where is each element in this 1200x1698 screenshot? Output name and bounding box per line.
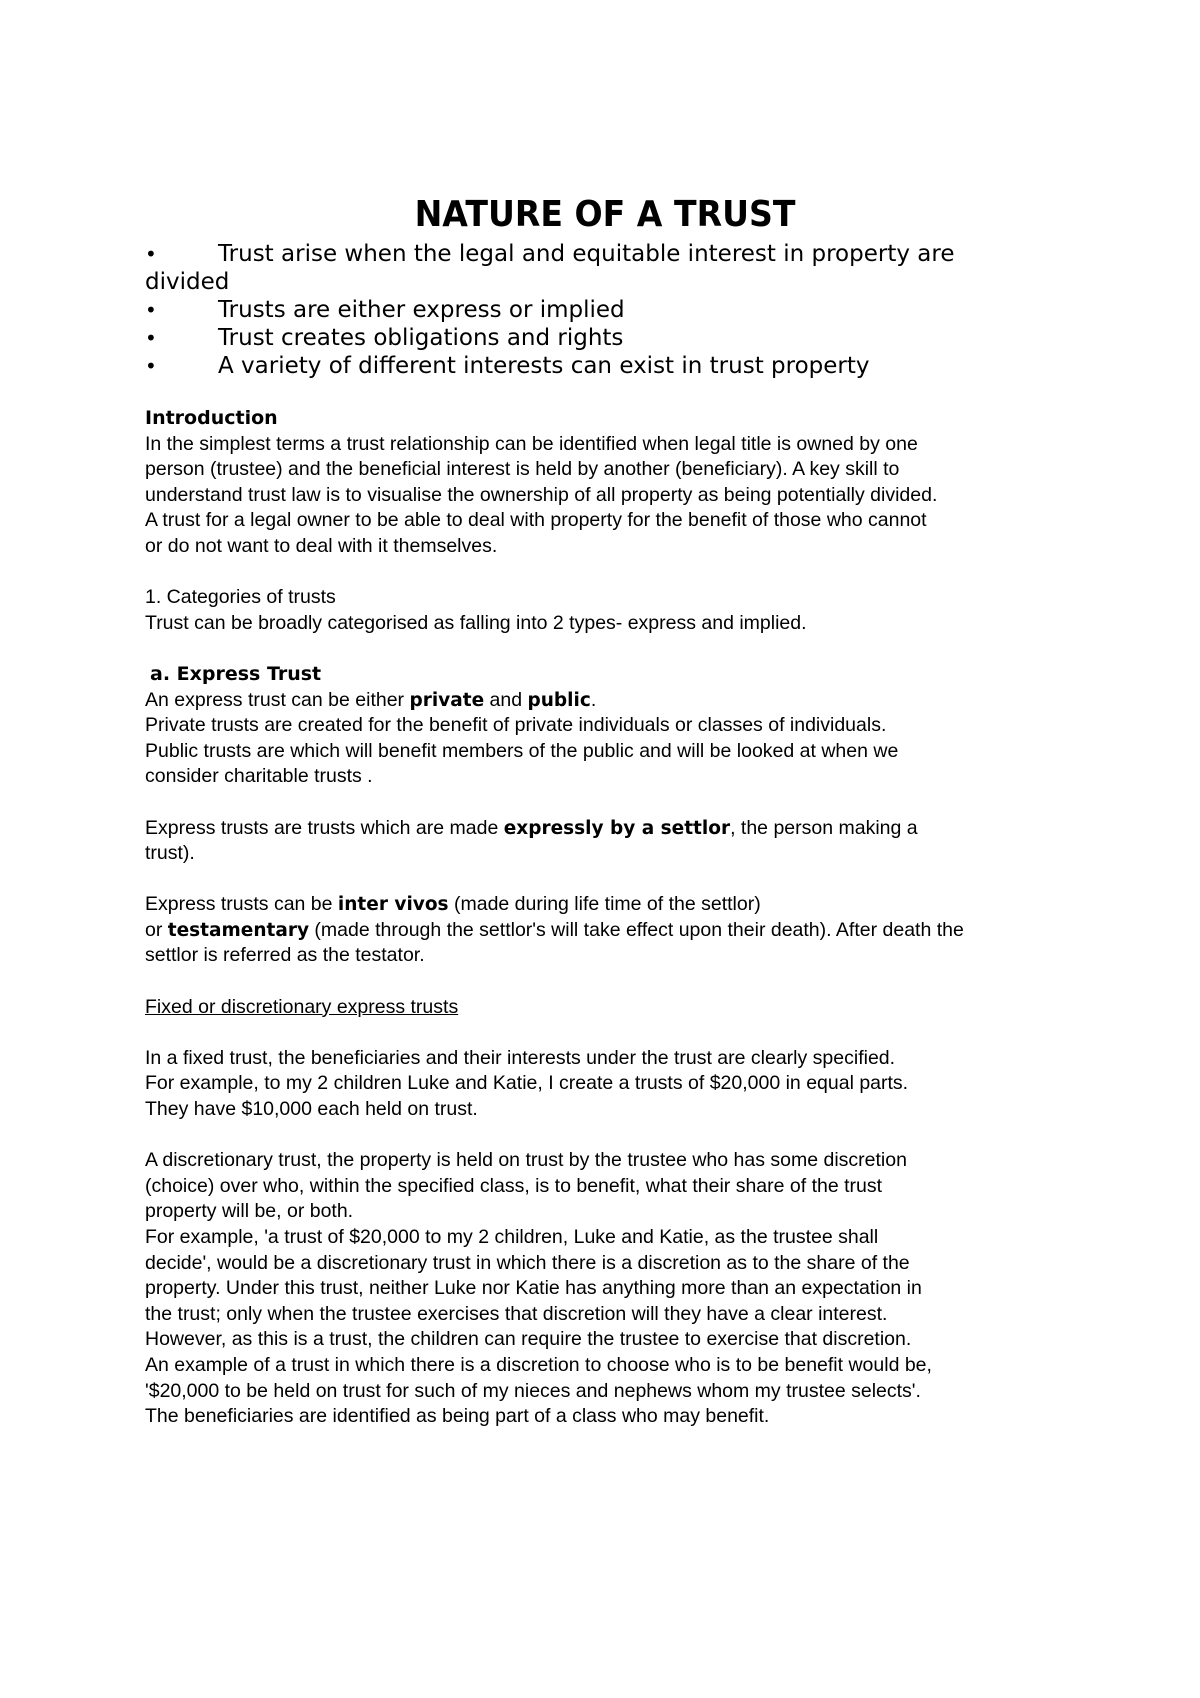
categories-text: Trust can be broadly categorised as falling into 2 types- express and implied. <box>145 611 807 634</box>
discretionary-trust-line: The beneficiaries are identified as being part of a class who may benefit. <box>145 1405 770 1428</box>
fixed-trust-line: For example, to my 2 children Luke and Katie, I create a trusts of $20,000 in equal parts. <box>145 1072 909 1095</box>
discretionary-trust-line: the trust; only when the trustee exercises that discretion will they have a clear interest. <box>145 1302 888 1325</box>
bullet-text: Trust creates obligations and rights <box>218 325 624 351</box>
document-page <box>145 192 1065 1430</box>
fixed-discretionary-heading: Fixed or discretionary express trusts <box>145 995 459 1018</box>
express-trust-line: Private trusts are created for the benefit of private individuals or classes of individuals. <box>145 714 887 737</box>
introduction-heading: Introduction <box>145 407 278 429</box>
discretionary-trust-line: decide', would be a discretionary trust in which there is a discretion as to the share of the <box>145 1251 910 1274</box>
summary-bullet-list <box>145 240 1065 380</box>
express-trust-paragraph: or testamentary (made through the settlor's will take effect upon their death). After death the <box>145 918 964 941</box>
bullet-marker: • <box>145 242 157 266</box>
summary-bullet <box>145 352 1065 380</box>
express-trust-line: consider charitable trusts . <box>145 765 373 788</box>
express-trust-paragraph: settlor is referred as the testator. <box>145 944 425 967</box>
bullet-marker: • <box>145 326 157 350</box>
introduction-line: understand trust law is to visualise the ownership of all property as being potentially divided. <box>145 483 938 506</box>
express-trust-heading: a. Express Trust <box>150 662 322 685</box>
categories-heading: 1. Categories of trusts <box>145 586 336 609</box>
bullet-text: A variety of different interests can exist in trust property <box>218 353 870 379</box>
discretionary-trust-line: For example, 'a trust of $20,000 to my 2 children, Luke and Katie, as the trustee shall <box>145 1226 879 1248</box>
express-trust-paragraph: Express trusts can be inter vivos (made during life time of the settlor) <box>145 893 761 916</box>
discretionary-trust-line: property. Under this trust, neither Luke nor Katie has anything more than an expectation in <box>145 1277 922 1300</box>
bullet-text: Trust arise when the legal and equitable interest in property are <box>218 241 955 267</box>
summary-bullet <box>145 324 1065 352</box>
express-trust-section <box>145 662 1065 969</box>
bullet-text: Trusts are either express or implied <box>218 297 625 323</box>
express-trust-paragraph: trust). <box>145 842 195 865</box>
discretionary-trust-line: (choice) over who, within the specified class, is to benefit, what their share of the trust <box>145 1174 883 1197</box>
bullet-continuation: divided <box>145 269 230 295</box>
fixed-trust-line: In a fixed trust, the beneficiaries and their interests under the trust are clearly specified. <box>145 1046 896 1069</box>
express-trust-line: Public trusts are which will benefit members of the public and will be looked at when we <box>145 739 899 762</box>
discretionary-trust-line: However, as this is a trust, the children can require the trustee to exercise that discretion. <box>145 1328 912 1351</box>
summary-bullet <box>145 240 1065 296</box>
introduction-line: person (trustee) and the beneficial interest is held by another (beneficiary). A key skill to <box>145 458 900 481</box>
document-title: NATURE OF A TRUST <box>414 194 796 235</box>
discretionary-trust-line: '$20,000 to be held on trust for such of my nieces and nephews whom my trustee selects'. <box>145 1379 921 1402</box>
introduction-line: In the simplest terms a trust relationship can be identified when legal title is owned by one <box>145 432 918 455</box>
introduction-line: or do not want to deal with it themselves. <box>145 534 498 557</box>
express-trust-paragraph: Express trusts are trusts which are made expressly by a settlor, the person making a <box>145 816 918 839</box>
discretionary-trust-line: property will be, or both. <box>145 1200 354 1223</box>
fixed-discretionary-section <box>145 995 1065 1430</box>
categories-section <box>145 585 1065 636</box>
discretionary-trust-line: An example of a trust in which there is a discretion to choose who is to be benefit would be, <box>145 1353 932 1376</box>
summary-bullet <box>145 296 1065 324</box>
introduction-line: A trust for a legal owner to be able to deal with property for the benefit of those who cannot <box>145 509 927 532</box>
bullet-marker: • <box>145 298 157 322</box>
fixed-trust-line: They have $10,000 each held on trust. <box>145 1098 478 1121</box>
introduction-section <box>145 406 1065 560</box>
bullet-marker: • <box>145 354 157 378</box>
discretionary-trust-line: A discretionary trust, the property is held on trust by the trustee who has some discretion <box>145 1149 907 1172</box>
express-trust-line: An express trust can be either private and public. <box>145 688 597 711</box>
